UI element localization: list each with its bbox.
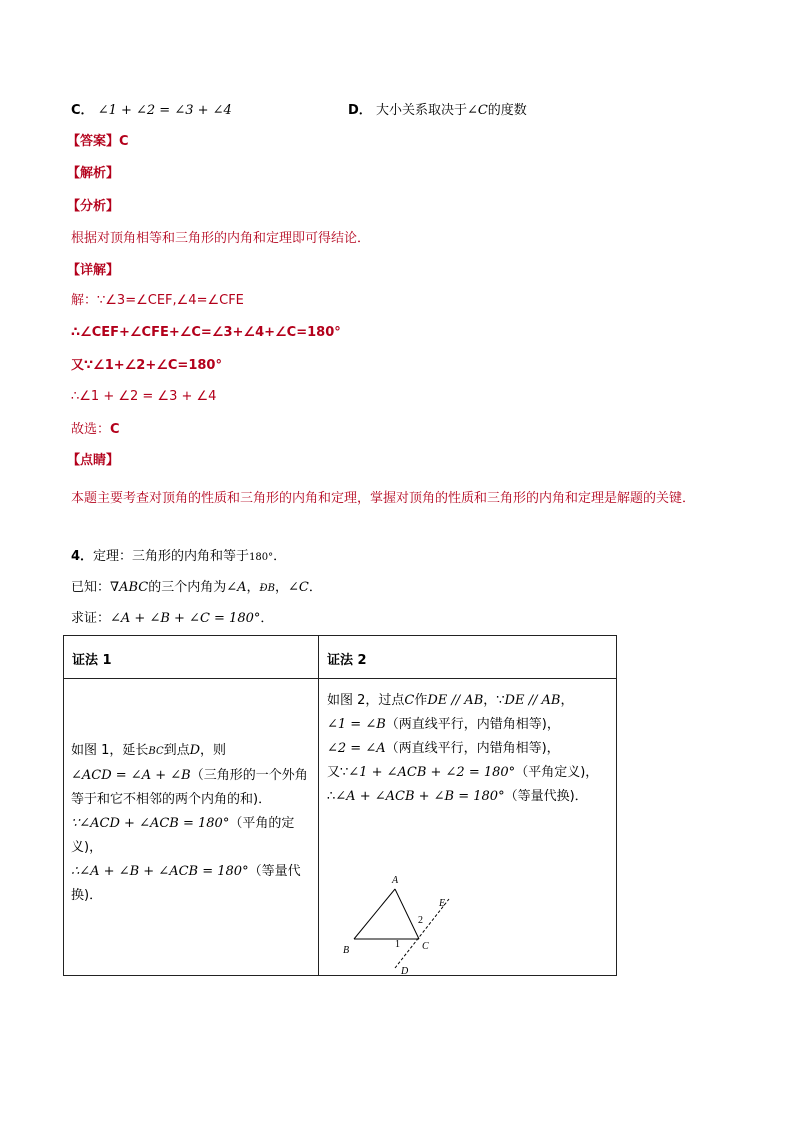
fenxi-label: 【分析】 xyxy=(67,199,120,214)
label-d: D xyxy=(401,966,409,977)
side-ac xyxy=(395,889,419,939)
label-b: B xyxy=(343,945,350,956)
m2-line-5 xyxy=(327,785,607,809)
q4-prove xyxy=(71,610,273,628)
side-ab xyxy=(354,889,395,939)
q4-known-sep-1: ， xyxy=(246,580,260,595)
label-a: A xyxy=(392,875,399,886)
label-angle-1: 1 xyxy=(395,939,400,950)
m2-line-2 xyxy=(327,713,607,737)
option-c-label: C． xyxy=(71,103,94,118)
m1-l1a: 如图 1，延长 xyxy=(71,743,149,758)
proof-method-2 xyxy=(319,679,617,976)
m1-l1b: BC xyxy=(148,746,164,757)
q4-known-end: ． xyxy=(308,580,322,595)
m1-l1e: ，则 xyxy=(200,743,227,758)
choose-line xyxy=(71,421,120,439)
option-d-text-1: 大小关系取决于 xyxy=(375,103,467,118)
answer-label: 【答案】 xyxy=(67,134,120,149)
m1-line-1 xyxy=(71,739,311,764)
m2-l1e: ，∵ xyxy=(483,693,505,708)
m1-line-2 xyxy=(71,764,311,788)
q4-theorem-end: ． xyxy=(273,549,287,564)
triangle-figure xyxy=(329,849,469,977)
proof-header-2-text: 证法 2 xyxy=(327,653,367,668)
analysis-label: 【解析】 xyxy=(67,166,120,181)
m2-l5a: ∴ xyxy=(327,789,336,804)
q4-known-2: 的三个内角为 xyxy=(148,580,227,595)
solution-step-4: ∴∠1 + ∠2 = ∠3 + ∠4 xyxy=(71,389,217,404)
m2-l2a: ∠1 = ∠B xyxy=(327,717,386,732)
answer-value: C xyxy=(119,134,129,149)
m1-line-3: 等于和它不相邻的两个内角的和)． xyxy=(71,792,272,807)
q4-known xyxy=(71,579,322,598)
q4-known-c: ∠C xyxy=(287,580,309,595)
proof-table xyxy=(63,635,617,976)
choose-label: 故选： xyxy=(71,422,111,437)
solution-step-1: 解：∵∠3=∠CEF,∠4=∠CFE xyxy=(71,293,244,308)
label-e: E xyxy=(439,898,446,909)
m1-line-6: 换)． xyxy=(71,888,103,903)
fenxi-text: 根据对顶角相等和三角形的内角和定理即可得结论． xyxy=(71,231,371,246)
option-d-text-2: 的度数 xyxy=(487,103,527,118)
dianjing-text: 本题主要考查对顶角的性质和三角形的内角和定理，掌握对顶角的性质和三角形的内角和定理是解题的关键． xyxy=(71,491,696,506)
q4-known-sep-2: ， xyxy=(274,580,288,595)
option-d xyxy=(348,102,527,120)
m2-l3a: ∠2 = ∠A xyxy=(327,741,386,756)
q4-theorem-text: 定理：三角形的内角和等于 xyxy=(93,549,250,564)
line-de xyxy=(395,899,449,968)
m2-l1f: DE // AB xyxy=(504,693,561,708)
solution-step-2: ∴∠CEF+∠CFE+∠C=∠3+∠4+∠C=180° xyxy=(71,325,341,340)
m2-line-3 xyxy=(327,737,607,761)
m2-l4a: 又∵ xyxy=(327,765,349,780)
m1-l4b: （平角的定义)， xyxy=(71,816,295,855)
proof-header-2 xyxy=(319,636,617,679)
q4-known-tri: ∇ABC xyxy=(110,580,149,595)
m2-l5c: （等量代换)． xyxy=(504,789,588,804)
m2-line-4 xyxy=(327,761,607,785)
label-angle-2: 2 xyxy=(418,915,423,926)
q4-prove-expr: ∠A + ∠B + ∠C = 180° xyxy=(110,611,261,626)
solution-step-3: 又∵∠1+∠2+∠C=180° xyxy=(71,358,222,373)
q4-theorem xyxy=(71,548,286,567)
m1-l1d: D xyxy=(189,743,201,758)
m1-line-4 xyxy=(71,812,311,860)
m1-l5a: ∴∠A + ∠B + ∠ACB = 180° xyxy=(71,864,249,879)
answer-line xyxy=(67,133,129,151)
dianjing-label: 【点睛】 xyxy=(67,453,120,468)
m2-l1g: ， xyxy=(560,693,574,708)
label-c: C xyxy=(422,941,429,952)
q4-known-a: ∠A xyxy=(226,580,247,595)
choose-value: C xyxy=(110,422,120,437)
m2-l1b: C xyxy=(404,693,415,708)
m1-line-5 xyxy=(71,860,311,884)
m2-l1a: 如图 2，过点 xyxy=(327,693,405,708)
m2-l2b: （两直线平行，内错角相等)， xyxy=(385,717,560,732)
xiangjie-label: 【详解】 xyxy=(67,263,120,278)
option-d-label: D． xyxy=(348,103,372,118)
m2-l4b: ∠1 + ∠ACB + ∠2 = 180° xyxy=(348,765,516,780)
option-d-var: ∠C xyxy=(466,103,488,118)
q4-number: 4． xyxy=(71,549,94,564)
proof-header-1 xyxy=(64,636,319,679)
q4-prove-end: ． xyxy=(260,611,274,626)
m1-l1c: 到点 xyxy=(163,743,190,758)
proof-method-1 xyxy=(64,679,319,976)
m2-l4c: （平角定义)， xyxy=(515,765,599,780)
proof-header-1-text: 证法 1 xyxy=(72,653,112,668)
m2-l1d: DE // AB xyxy=(427,693,484,708)
m1-l4a: ∵∠ACD + ∠ACB = 180° xyxy=(71,816,230,831)
q4-theorem-value: 180° xyxy=(249,552,274,563)
m1-l5b: （等量代 xyxy=(248,864,301,879)
option-c xyxy=(71,102,232,120)
q4-known-b: ÐB xyxy=(259,583,275,594)
m1-l2a: ∠ACD = ∠A + ∠B xyxy=(71,768,191,783)
q4-prove-label: 求证： xyxy=(71,611,111,626)
m1-l2b: （三角形的一个外角 xyxy=(190,768,308,783)
m2-l5b: ∠A + ∠ACB + ∠B = 180° xyxy=(335,789,505,804)
m2-l3b: （两直线平行，内错角相等)， xyxy=(385,741,560,756)
m2-line-1 xyxy=(327,689,607,713)
m2-l1c: 作 xyxy=(414,693,428,708)
q4-known-1: 已知： xyxy=(71,580,111,595)
option-c-text: ∠1 + ∠2 = ∠3 + ∠4 xyxy=(97,103,232,118)
